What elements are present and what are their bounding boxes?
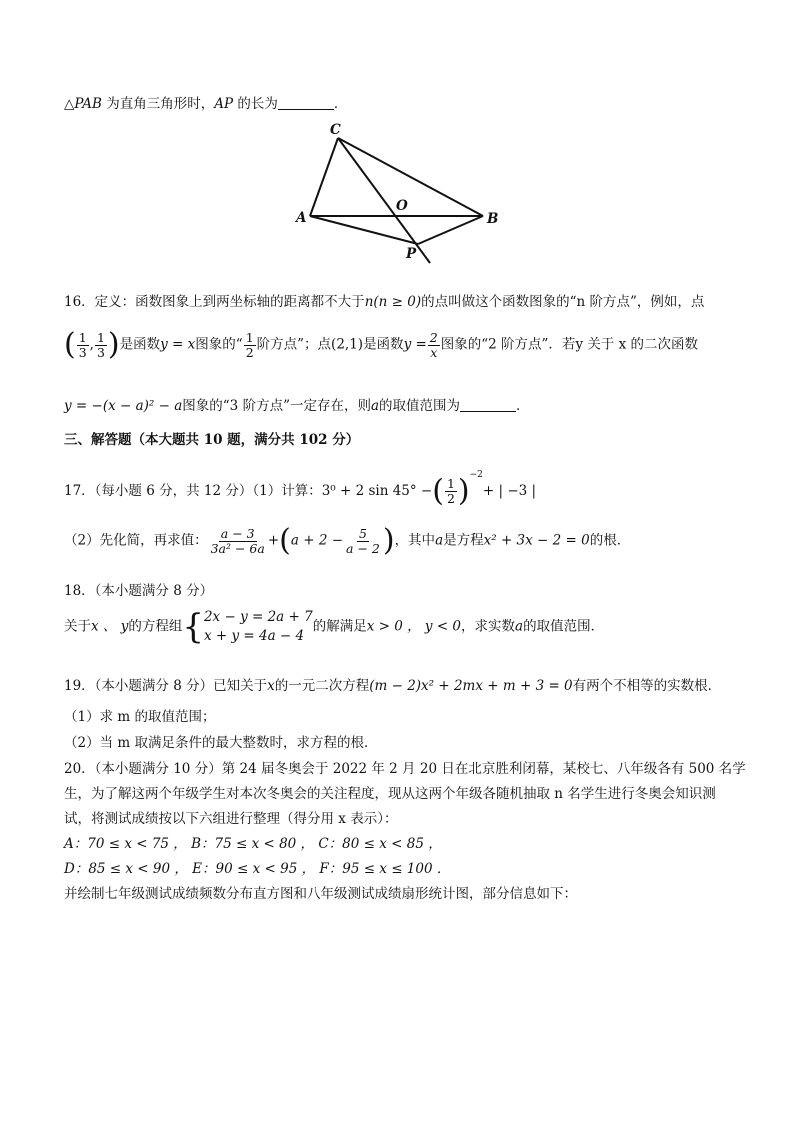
- q20-line4: 并绘制七年级测试成绩频数分布直方图和八年级测试成绩扇形统计图，部分信息如下：: [64, 886, 577, 902]
- q17-line2: （2）先化简，再求值： $\frac{a - 3}{\text{3a² − 6a}}$ +(a + 2 − $\frac{5}{a - 2}$ )，其中a是方程x² + 3x − 2 = 0的根．: [64, 523, 631, 558]
- q19-part2: （2）当 m 取满足条件的最大整数时，求方程的根．: [64, 735, 378, 751]
- q16-line1: 16．定义：函数图象上到两坐标轴的距离都不大于n(n ≥ 0)的点叫做这个函数图象的“n 阶方点”，例如，点: [64, 294, 705, 310]
- q17-line1: 17．（每小题 6 分，共 12 分）（1）计算：3⁰ + 2 sin 45° −( $\frac{1}{2}$ )$^{-2}$+ | −3 |: [64, 470, 537, 509]
- label-a: A: [296, 210, 307, 226]
- q20-line2: 生，为了解这两个年级学生对本次冬奥会的关注程度，现从这两个年级各随机抽取 n 名学生进行冬奥会知识测: [64, 786, 716, 802]
- q16-line3: y = −(x − a)² − a图象的“3 阶方点”一定存在，则a的取值范围为 ．: [64, 398, 530, 414]
- q15-tail: △PAB 为直角三角形时，AP 的长为 ．: [64, 96, 348, 112]
- q18-title: 18．（本小题满分 8 分）: [64, 583, 214, 599]
- label-o: O: [396, 198, 408, 214]
- label-b: B: [487, 211, 499, 227]
- q16-line2: ( $\frac{1}{3}$ , $\frac{1}{3}$ )是函数y = x图象的“ $\frac{1}{2}$ 阶方点”；点(2,1)是函数y = $\frac{2}{x}$ 图象的“2 阶方点”．若y 关于 x 的二次函数: [64, 327, 699, 362]
- label-c: C: [330, 122, 341, 138]
- answer-blank[interactable]: [278, 97, 334, 110]
- q20-groups1: A：70 ≤ x < 75 ， B：75 ≤ x < 80 ， C：80 ≤ x < 85 ，: [64, 836, 442, 852]
- label-p: P: [406, 246, 417, 262]
- q20-groups2: D：85 ≤ x < 90 ， E：90 ≤ x < 95 ， F：95 ≤ x ≤ 100 ．: [64, 861, 451, 877]
- section-heading: 三、解答题（本大题共 10 题，满分共 102 分）: [64, 432, 360, 448]
- q20-line3: 试，将测试成绩按以下六组进行整理（得分用 x 表示）：: [64, 811, 398, 827]
- q20-line1: 20．（本小题满分 10 分）第 24 届冬奥会于 2022 年 2 月 20 日在北京胜利闭幕，某校七、八年级各有 500 名学: [64, 761, 746, 777]
- q19-line1: 19．（本小题满分 8 分）已知关于x的一元二次方程(m − 2)x² + 2mx + m + 3 = 0有两个不相等的实数根．: [64, 678, 722, 694]
- triangle-lines: [290, 120, 500, 270]
- q18-body: 关于x 、 y的方程组{ 2x − y = 2a + 7 x + y = 4a − 4 的解满足x > 0 ， y < 0，求实数a的取值范围．: [64, 606, 605, 647]
- answer-blank[interactable]: [460, 399, 516, 412]
- q19-part1: （1）求 m 的取值范围；: [64, 709, 216, 725]
